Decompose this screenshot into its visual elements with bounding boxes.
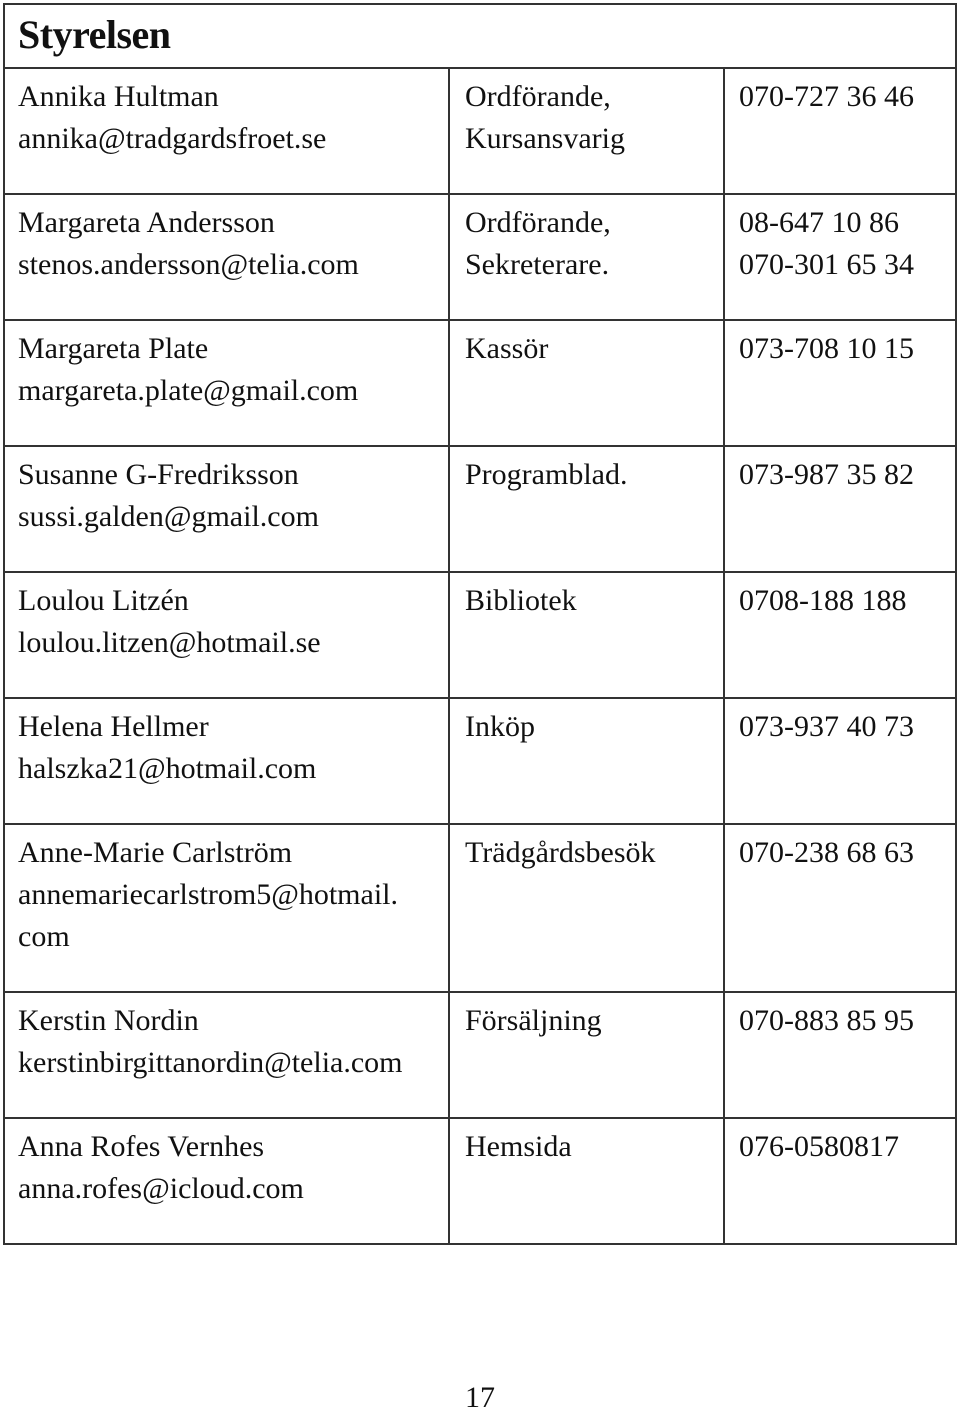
member-email: stenos.andersson@telia.com [18, 248, 359, 281]
member-role: Försäljning [465, 1004, 602, 1037]
table-row [4, 572, 956, 698]
table-row [4, 1118, 956, 1244]
member-cell [4, 446, 449, 572]
page-title: Styrelsen [18, 12, 171, 57]
member-role: Ordförande, [465, 80, 611, 113]
role-cell [449, 698, 724, 824]
member-phone: 070-727 36 46 [739, 80, 914, 113]
role-cell [449, 572, 724, 698]
role-cell [449, 194, 724, 320]
member-role: Hemsida [465, 1130, 572, 1163]
member-name: Helena Hellmer [18, 710, 209, 743]
member-name: Loulou Litzén [18, 584, 189, 617]
member-phone: 073-708 10 15 [739, 332, 914, 365]
board-table [3, 3, 957, 1245]
member-email: kerstinbirgittanordin@telia.com [18, 1046, 403, 1079]
member-name: Susanne G-Fredriksson [18, 458, 299, 491]
table-row [4, 992, 956, 1118]
phone-cell [724, 824, 956, 992]
phone-cell [724, 68, 956, 194]
member-email: sussi.galden@gmail.com [18, 500, 319, 533]
table-row [4, 320, 956, 446]
member-cell [4, 698, 449, 824]
member-email: anna.rofes@icloud.com [18, 1172, 304, 1205]
member-phone: 070-301 65 34 [739, 248, 914, 281]
member-name: Anna Rofes Vernhes [18, 1130, 265, 1163]
member-role: Bibliotek [465, 584, 577, 617]
member-cell [4, 992, 449, 1118]
member-email: annika@tradgardsfroet.se [18, 122, 327, 155]
member-role: Ordförande, [465, 206, 611, 239]
member-email: annemariecarlstrom5@hotmail. [18, 878, 398, 911]
member-cell [4, 68, 449, 194]
role-cell [449, 992, 724, 1118]
member-phone: 0708-188 188 [739, 584, 907, 617]
member-cell [4, 824, 449, 992]
member-cell [4, 572, 449, 698]
member-email: halszka21@hotmail.com [18, 752, 317, 785]
role-cell [449, 320, 724, 446]
phone-cell [724, 698, 956, 824]
member-cell [4, 1118, 449, 1244]
phone-cell [724, 446, 956, 572]
table-row [4, 698, 956, 824]
member-role: Trädgårdsbesök [465, 836, 656, 869]
member-phone: 076-0580817 [739, 1130, 899, 1163]
member-email: loulou.litzen@hotmail.se [18, 626, 321, 659]
member-phone: 070-883 85 95 [739, 1004, 914, 1037]
role-cell [449, 68, 724, 194]
member-role: Inköp [465, 710, 535, 743]
role-cell [449, 824, 724, 992]
member-name: Kerstin Nordin [18, 1004, 199, 1037]
member-cell [4, 194, 449, 320]
phone-cell [724, 1118, 956, 1244]
member-name: Margareta Plate [18, 332, 209, 365]
table-row [4, 68, 956, 194]
member-phone: 073-937 40 73 [739, 710, 914, 743]
role-cell [449, 446, 724, 572]
member-name: Margareta Andersson [18, 206, 275, 239]
member-name: Annika Hultman [18, 80, 219, 113]
table-row [4, 446, 956, 572]
member-phone: 073-987 35 82 [739, 458, 914, 491]
member-email-continued: com [18, 920, 70, 953]
role-cell [449, 1118, 724, 1244]
member-cell [4, 320, 449, 446]
phone-cell [724, 320, 956, 446]
member-email: margareta.plate@gmail.com [18, 374, 359, 407]
title-cell [4, 4, 956, 68]
member-phone: 08-647 10 86 [739, 206, 899, 239]
phone-cell [724, 194, 956, 320]
phone-cell [724, 992, 956, 1118]
member-phone: 070-238 68 63 [739, 836, 914, 869]
member-role: Programblad. [465, 458, 628, 491]
member-role: Sekreterare. [465, 248, 610, 281]
table-row [4, 824, 956, 992]
table-row [4, 194, 956, 320]
page-number: 17 [465, 1381, 495, 1414]
member-name: Anne-Marie Carlström [18, 836, 293, 869]
phone-cell [724, 572, 956, 698]
member-role: Kursansvarig [465, 122, 625, 155]
member-role: Kassör [465, 332, 549, 365]
